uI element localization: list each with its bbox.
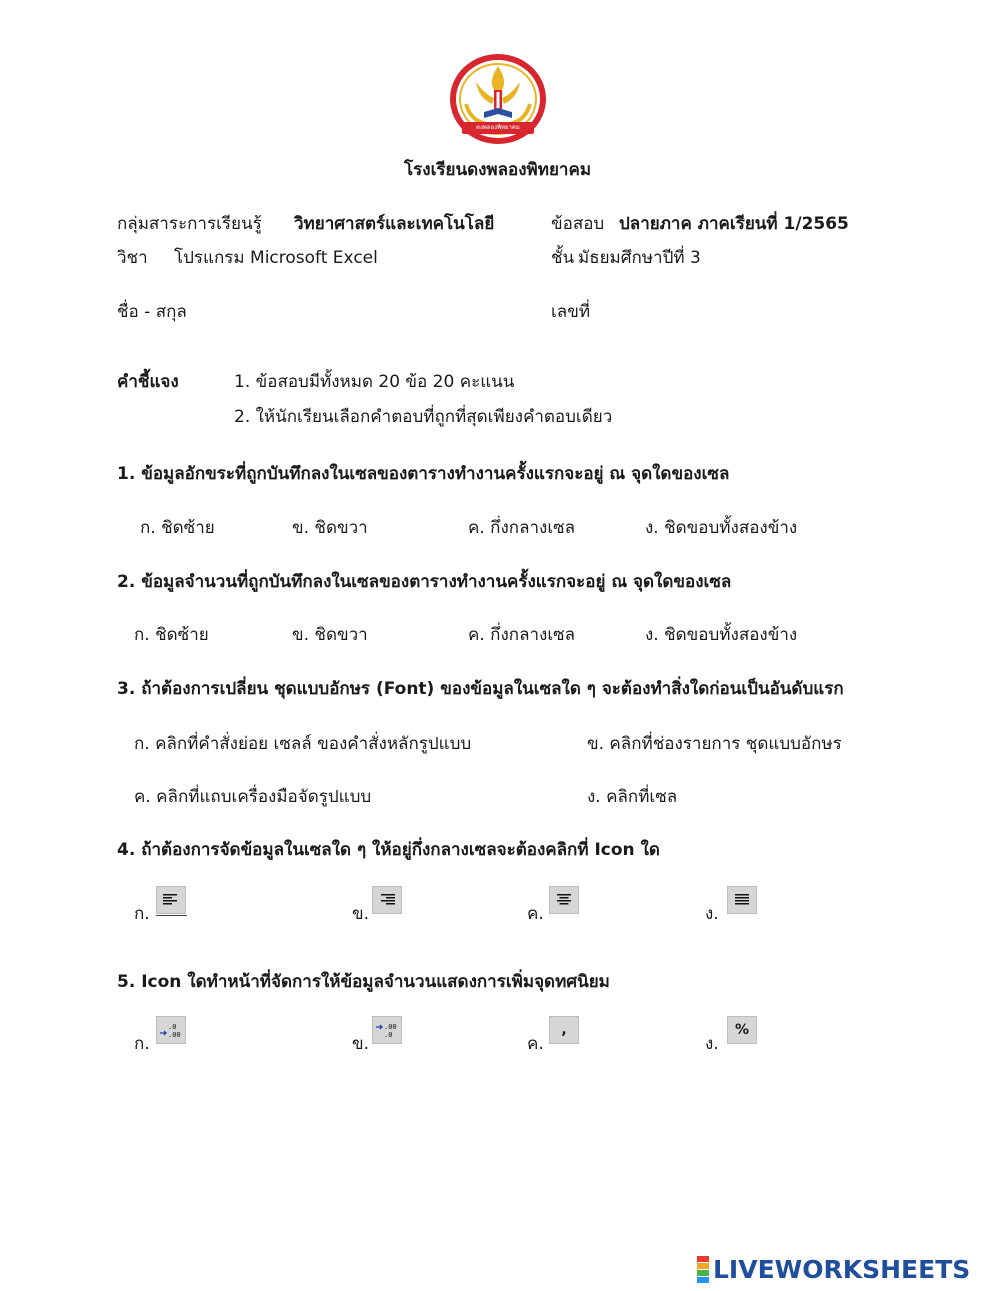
school-name: โรงเรียนดงพลองพิทยาคม [404,160,592,180]
q4-choice-c[interactable]: ค. [527,904,544,924]
q4-choice-d[interactable]: ง. [705,904,719,924]
q1-choice-b[interactable]: ข. ชิดขวา [292,518,368,538]
exam-value: ปลายภาค ภาคเรียนที่ 1/2565 [619,214,849,234]
q2-choice-b[interactable]: ข. ชิดขวา [292,625,368,645]
q2-choice-c[interactable]: ค. กึ่งกลางเซล [468,625,576,645]
icon-underline [156,915,187,916]
subject-group-value: วิทยาศาสตร์และเทคโนโลยี [294,214,495,234]
grade-label: ชั้น [551,248,575,268]
comma-style-icon-glyph: , [561,1022,567,1038]
comma-style-icon[interactable] [549,1016,579,1044]
question-5-text: 5. Icon ใดทำหน้าที่จัดการให้ข้อมูลจำนวนแสดงการเพิ่มจุดทศนิยม [117,972,610,992]
q3-choice-b[interactable]: ข. คลิกที่ช่องรายการ ชุดแบบอักษร [587,734,842,754]
student-number-label: เลขที่ [551,302,591,322]
course-value: โปรแกรม Microsoft Excel [174,248,378,268]
question-3-text: 3. ถ้าต้องการเปลี่ยน ชุดแบบอักษร (Font) ของข้อมูลในเซลใด ๆ จะต้องทำสิ่งใดก่อนเป็นอันดับแรก [117,679,844,699]
percent-style-icon[interactable] [727,1016,757,1044]
align-left-icon[interactable] [156,886,186,914]
justify-icon[interactable] [727,886,757,914]
q1-choice-a[interactable]: ก. ชิดซ้าย [140,518,215,538]
align-center-icon[interactable] [549,886,579,914]
student-name-label: ชื่อ - สกุล [117,302,187,322]
q5-choice-d[interactable]: ง. [705,1034,719,1054]
instructions-label: คำชี้แจง [117,372,179,392]
q3-choice-c[interactable]: ค. คลิกที่แถบเครื่องมือจัดรูปแบบ [134,787,372,807]
logo-banner-text: ดงพลองพิทยาคม [476,124,520,131]
question-4-text: 4. ถ้าต้องการจัดข้อมูลในเซลใด ๆ ให้อยู่กึ่งกลางเซลจะต้องคลิกที่ Icon ใด [117,840,660,860]
svg-text:.00: .00 [384,1023,397,1031]
increase-decimal-icon[interactable] [156,1016,186,1044]
instruction-item: 2. ให้นักเรียนเลือกคำตอบที่ถูกที่สุดเพียงคำตอบเดียว [234,407,613,427]
q5-choice-c[interactable]: ค. [527,1034,544,1054]
q3-choice-a[interactable]: ก. คลิกที่คำสั่งย่อย เซลล์ ของคำสั่งหลักรูปแบบ [134,734,472,754]
grade-value: มัธยมศึกษาปีที่ 3 [578,248,701,268]
instruction-item: 1. ข้อสอบมีทั้งหมด 20 ข้อ 20 คะแนน [234,372,515,392]
school-logo [448,52,548,146]
liveworksheets-logo[interactable] [697,1256,970,1284]
decrease-decimal-icon[interactable] [372,1016,402,1044]
question-2-text: 2. ข้อมูลจำนวนที่ถูกบันทึกลงในเซลของตารางทำงานครั้งแรกจะอยู่ ณ จุดใดของเซล [117,572,732,592]
q2-choice-d[interactable]: ง. ชิดขอบทั้งสองข้าง [645,625,798,645]
q5-choice-a[interactable]: ก. [134,1034,150,1054]
question-1-text: 1. ข้อมูลอักขระที่ถูกบันทึกลงในเซลของตารางทำงานครั้งแรกจะอยู่ ณ จุดใดของเซล [117,464,730,484]
subject-group-label: กลุ่มสาระการเรียนรู้ [117,214,262,234]
exam-label: ข้อสอบ [551,214,605,234]
q4-choice-a[interactable]: ก. [134,904,150,924]
q5-choice-b[interactable]: ข. [352,1034,370,1054]
liveworksheets-brand: LIVEWORKSHEETS [713,1255,971,1284]
q2-choice-a[interactable]: ก. ชิดซ้าย [134,625,209,645]
svg-text:.0: .0 [384,1031,393,1039]
align-right-icon[interactable] [372,886,402,914]
q3-choice-d[interactable]: ง. คลิกที่เซล [587,787,678,807]
course-label: วิชา [117,248,148,268]
svg-text:.0: .0 [168,1023,177,1031]
svg-text:.00: .00 [168,1031,181,1039]
percent-style-icon-glyph: % [734,1022,750,1038]
q1-choice-c[interactable]: ค. กึ่งกลางเซล [468,518,576,538]
q1-choice-d[interactable]: ง. ชิดขอบทั้งสองข้าง [645,518,798,538]
liveworksheets-logo-icon [697,1256,709,1284]
q4-choice-b[interactable]: ข. [352,904,370,924]
